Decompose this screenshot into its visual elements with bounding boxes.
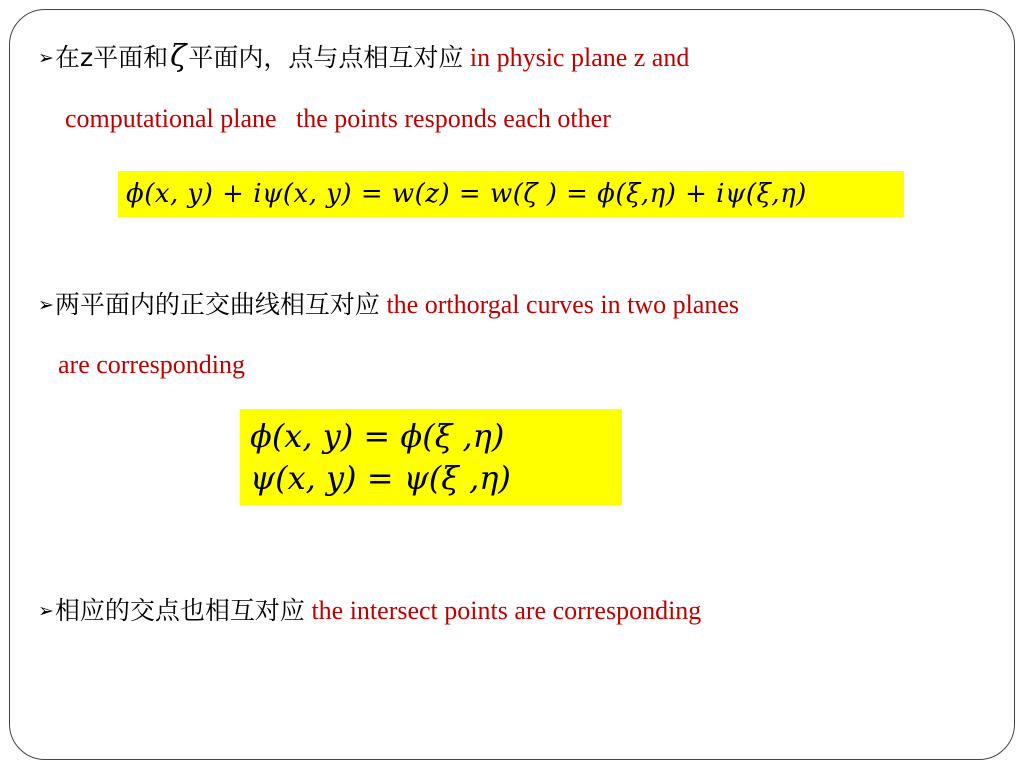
item1-line1 — [38, 39, 690, 75]
item2-en-line1: the orthorgal curves in two planes — [386, 290, 740, 319]
item2-line2 — [58, 350, 245, 380]
item1-en-line1: in physic plane z and — [469, 43, 690, 72]
equation1-text: ϕ(x, y) + iψ(x, y) = w(z) = w(ζ ) = ϕ(ξ,η) + iψ(ξ,η) — [126, 179, 807, 209]
bullet-arrow-icon: ➢ — [38, 294, 54, 316]
equation-potential-stream — [240, 409, 622, 505]
item2-line1 — [38, 290, 739, 322]
item1-cn-suffix: 平面内，点与点相互对应 — [188, 43, 464, 72]
item3-en: the intersect points are corresponding — [311, 596, 702, 625]
item2-en-line2: are corresponding — [58, 350, 245, 379]
equation2-line1: ϕ(x, y) = ϕ(ξ ,η) — [250, 417, 505, 455]
zeta-symbol: ζ — [170, 39, 187, 74]
item2-cn: 两平面内的正交曲线相互对应 — [54, 290, 380, 319]
item1-line2 — [65, 104, 611, 134]
item1-z-letter: z — [79, 43, 94, 72]
bullet-arrow-icon: ➢ — [38, 47, 54, 69]
item3-line1 — [38, 596, 701, 628]
bullet-arrow-icon: ➢ — [38, 600, 54, 622]
equation-complex-potential — [118, 171, 904, 217]
item1-en-line2: computational plane the points responds each other — [65, 104, 611, 133]
item1-cn-prefix: 在 — [54, 43, 80, 72]
equation2-line2: ψ(x, y) = ψ(ξ ,η) — [250, 459, 511, 497]
item1-cn-mid: 平面和 — [93, 43, 169, 72]
item3-cn: 相应的交点也相互对应 — [54, 596, 305, 625]
